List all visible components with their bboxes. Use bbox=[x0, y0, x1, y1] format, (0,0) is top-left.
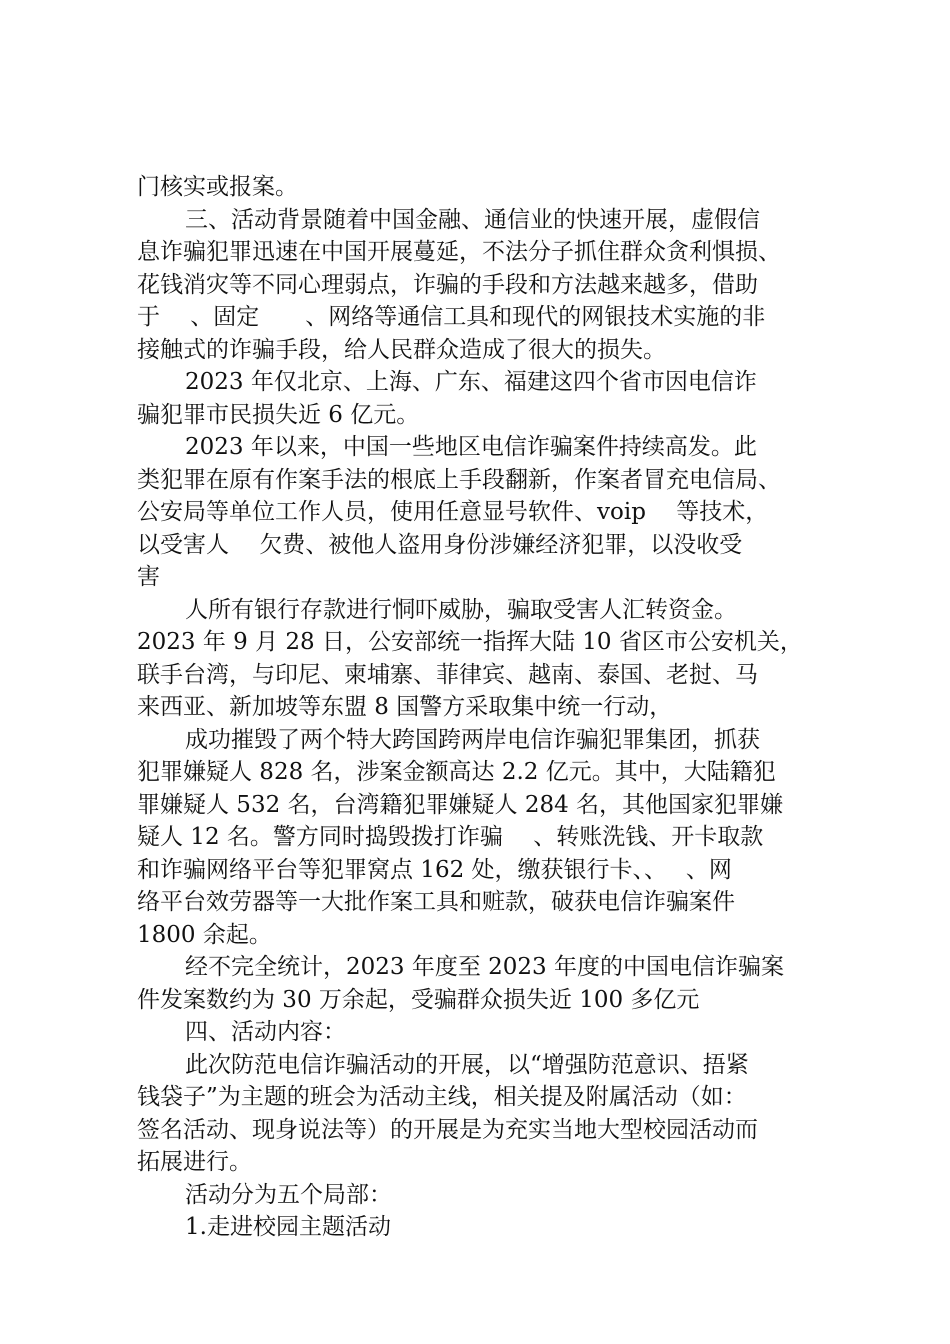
text-line: 2023 年仅北京、上海、广东、福建这四个省市因电信诈 bbox=[185, 369, 757, 395]
text-line: 疑人 12 名。警方同时捣毁拨打诈骗 、转账洗钱、开卡取款 bbox=[137, 824, 764, 850]
text-line: 四、活动内容： bbox=[185, 1019, 346, 1045]
text-line: 件发案数约为 30 万余起，受骗群众损失近 100 多亿元 bbox=[137, 986, 700, 1013]
text-line: 以受害人 欠费、被他人盗用身份涉嫌经济犯罪，以没收受 bbox=[137, 531, 743, 558]
text-line: 骗犯罪市民损失近 6 亿元。 bbox=[137, 401, 420, 428]
document-body bbox=[137, 171, 837, 1244]
text-line: 拓展进行。 bbox=[137, 1149, 252, 1175]
text-line: 花钱消灾等不同心理弱点，诈骗的手段和方法越来越多，借助 bbox=[137, 271, 758, 298]
text-line: 钱袋子”为主题的班会为活动主线，相关提及附属活动（如： bbox=[137, 1084, 747, 1110]
text-line: 犯罪嫌疑人 828 名，涉案金额高达 2.2 亿元。其中，大陆籍犯 bbox=[137, 759, 776, 785]
text-line: 于 、固定 、网络等通信工具和现代的网银技术实施的非 bbox=[137, 304, 766, 330]
text-line: 1800 余起。 bbox=[137, 921, 272, 948]
text-line: 三、活动背景随着中国金融、通信业的快速开展，虚假信 bbox=[185, 206, 760, 233]
text-line: 接触式的诈骗手段，给人民群众造成了很大的损失。 bbox=[137, 336, 666, 363]
text-line: 人所有银行存款进行恫吓威胁，骗取受害人汇转资金。 bbox=[185, 596, 737, 623]
text-line: 2023 年以来，中国一些地区电信诈骗案件持续高发。此 bbox=[185, 434, 757, 460]
text-line: 活动分为五个局部： bbox=[185, 1181, 392, 1208]
text-line: 罪嫌疑人 532 名，台湾籍犯罪嫌疑人 284 名，其他国家犯罪嫌 bbox=[137, 791, 784, 818]
text-line: 此次防范电信诈骗活动的开展，以“增强防范意识、捂紧 bbox=[185, 1051, 749, 1078]
text-line: 成功摧毁了两个特大跨国跨两岸电信诈骗犯罪集团，抓获 bbox=[185, 726, 760, 753]
text-line: 1.走进校园主题活动 bbox=[185, 1214, 391, 1240]
text-line: 公安局等单位工作人员，使用任意显号软件、voip 等技术， bbox=[137, 499, 769, 525]
text-line: 络平台效劳器等一大批作案工具和赃款，破获电信诈骗案件 bbox=[137, 889, 735, 915]
text-line: 2023 年 9 月 28 日，公安部统一指挥大陆 10 省区市公安机关， bbox=[137, 629, 803, 655]
text-line: 联手台湾，与印尼、柬埔寨、菲律宾、越南、泰国、老挝、马 bbox=[137, 661, 758, 688]
text-line: 来西亚、新加坡等东盟 8 国警方采取集中统一行动， bbox=[137, 694, 673, 720]
text-line: 门核实或报案。 bbox=[137, 174, 298, 200]
text-line: 经不完全统计，2023 年度至 2023 年度的中国电信诈骗案 bbox=[185, 954, 784, 980]
text-line: 类犯罪在原有作案手法的根底上手段翻新，作案者冒充电信局、 bbox=[137, 466, 781, 493]
text-line: 害 bbox=[137, 564, 160, 590]
text-line: 息诈骗犯罪迅速在中国开展蔓延，不法分子抓住群众贪利惧损、 bbox=[137, 239, 781, 265]
text-line: 签名活动、现身说法等）的开展是为充实当地大型校园活动而 bbox=[137, 1116, 758, 1143]
text-line: 和诈骗网络平台等犯罪窝点 162 处，缴获银行卡、、 、网 bbox=[137, 856, 732, 883]
